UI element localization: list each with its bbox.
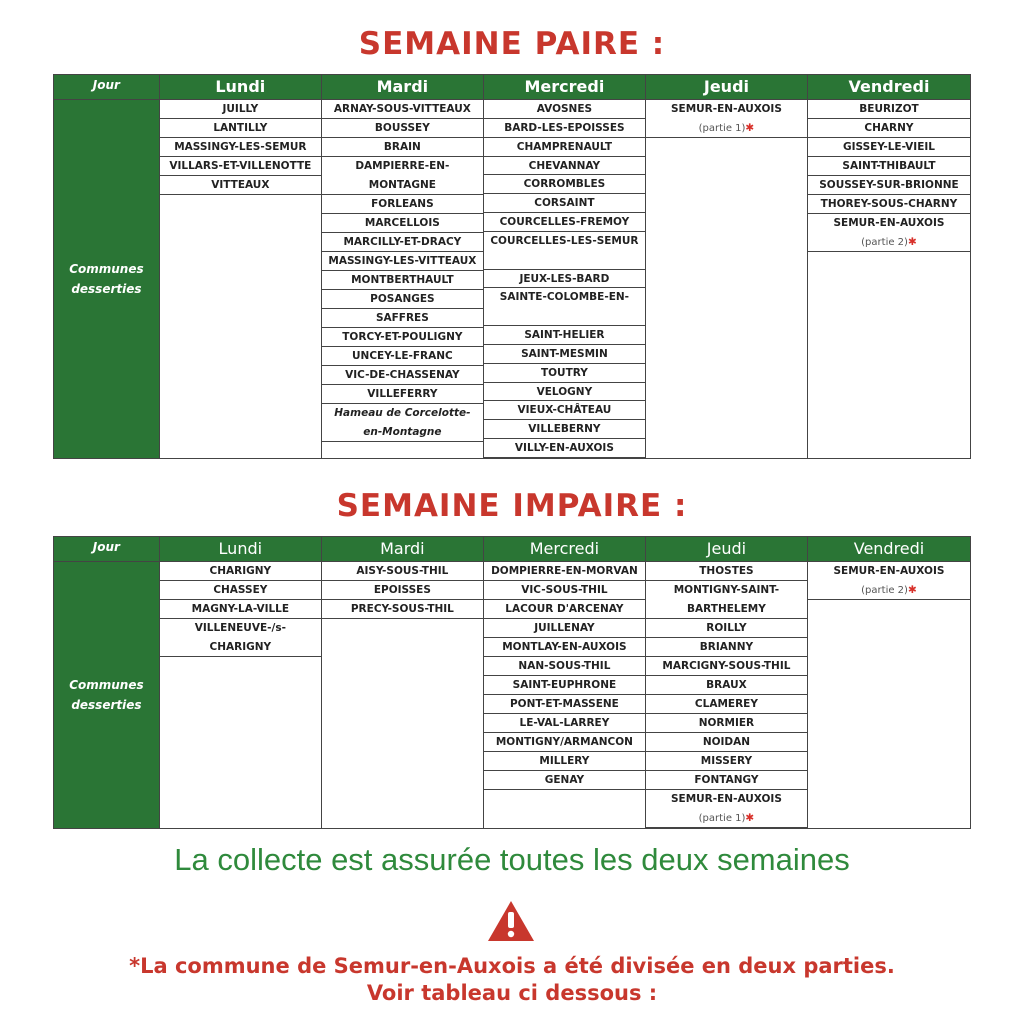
column-lundi [160, 562, 322, 828]
commune-cell [484, 733, 645, 752]
warning-text-line2: Voir tableau ci dessous : [366, 981, 658, 1005]
commune-cell [808, 562, 970, 600]
commune-name: MISSERY [700, 755, 753, 767]
table-header [54, 75, 970, 99]
commune-name: VIC-DE-CHASSENAY [345, 369, 460, 381]
commune-name: CORROMBLES [523, 178, 606, 191]
commune-name: SEMUR-EN-AUXOIS [833, 565, 945, 577]
commune-name: NORMIER [698, 717, 755, 729]
column-jeudi [646, 562, 808, 828]
commune-cell [646, 714, 807, 733]
asterisk-icon: ✱ [907, 236, 917, 248]
commune-cell [322, 404, 483, 442]
commune-name: VILLENEUVE-/s- [194, 622, 286, 634]
commune-name: SOUSSEY-SUR-BRIONNE [819, 179, 959, 191]
commune-cell [160, 119, 321, 138]
commune-name: TOUTRY [540, 366, 588, 379]
commune-name: BOUSSEY [374, 122, 430, 134]
commune-name: VIC-SOUS-THIL [521, 584, 608, 596]
header-jour: Jour [54, 75, 160, 99]
commune-cell [160, 600, 321, 619]
commune-cell [160, 176, 321, 195]
header-lundi: Lundi [160, 75, 322, 99]
commune-cell [646, 581, 807, 619]
column-mercredi [484, 562, 646, 828]
commune-name: MARCIGNY-SOUS-THIL [662, 660, 791, 672]
commune-name: LANTILLY [213, 122, 268, 134]
column-jeudi [646, 100, 808, 458]
partie-text: (partie 2) [861, 237, 908, 248]
commune-cell [160, 100, 321, 119]
commune-name: VIEUX-CHÂTEAU [517, 404, 612, 417]
commune-name: MAGNY-LA-VILLE [191, 603, 290, 615]
asterisk-icon: ✱ [907, 584, 917, 596]
column-mardi [322, 100, 484, 458]
commune-name: JUILLENAY [534, 622, 595, 634]
commune-cell [322, 562, 483, 581]
commune-cell [484, 420, 645, 439]
commune-name: POSANGES [370, 293, 435, 305]
header-mercredi: Mercredi [484, 537, 646, 561]
commune-cell [484, 638, 645, 657]
partie-label [808, 233, 970, 252]
commune-name: VELOGNY [536, 385, 593, 398]
commune-cell [484, 364, 645, 383]
commune-name: SAINT-MESMIN [521, 347, 608, 360]
commune-cell [646, 638, 807, 657]
commune-cell [484, 138, 645, 157]
title-semaine-impaire: SEMAINE IMPAIRE : [336, 488, 688, 524]
header-jour: Jour [54, 537, 160, 561]
commune-cell [808, 195, 970, 214]
commune-cell [646, 733, 807, 752]
commune-cell [646, 100, 807, 138]
commune-name: VILLY-EN-AUXOIS [514, 442, 614, 455]
commune-cell [322, 100, 483, 119]
commune-cell [484, 439, 645, 458]
commune-name: BRAUX [706, 679, 747, 691]
commune-cell [322, 233, 483, 252]
commune-name: CHARIGNY [209, 565, 272, 577]
commune-name: UNCEY-LE-FRANC [352, 350, 453, 362]
commune-name: THOREY-SOUS-CHARNY [820, 198, 958, 210]
commune-cell [322, 347, 483, 366]
commune-name: CORSAINT [534, 197, 595, 210]
commune-cell [484, 695, 645, 714]
commune-cell [322, 366, 483, 385]
commune-cell [646, 752, 807, 771]
commune-name: NAN-SOUS-THIL [518, 660, 611, 672]
header-vendredi: Vendredi [848, 77, 930, 96]
commune-cell [160, 581, 321, 600]
commune-name: BARD-LES-EPOISSES [504, 121, 625, 134]
table-header [54, 537, 970, 561]
commune-name: CHARNY [864, 122, 914, 134]
commune-name: FORLEANS [371, 198, 434, 210]
commune-name: MASSINGY-LES-VITTEAUX [328, 255, 477, 267]
commune-cell [484, 270, 645, 289]
commune-name: MONTBERTHAULT [351, 274, 454, 286]
commune-cell [322, 328, 483, 347]
commune-name: SAINT-EUPHRONE [512, 679, 617, 691]
commune-name: TORCY-ET-POULIGNY [342, 331, 463, 343]
commune-cell [322, 309, 483, 328]
commune-cell [484, 676, 645, 695]
commune-cell [322, 157, 483, 195]
partie-text: (partie 1) [698, 813, 746, 824]
commune-cell [160, 562, 321, 581]
commune-name: MASSINGY-LES-SEMUR [174, 141, 307, 153]
commune-cell [160, 157, 321, 176]
schedule-table-paire [53, 74, 971, 459]
title-semaine-paire: SEMAINE PAIRE : [358, 26, 666, 62]
commune-name: ARNAY-SOUS-VITTEAUX [333, 103, 471, 115]
commune-cell [484, 401, 645, 420]
collection-note: La collecte est assurée toutes les deux semaines [174, 842, 850, 877]
commune-cell [322, 138, 483, 157]
commune-name: JUILLY [222, 103, 259, 115]
commune-cell [322, 214, 483, 233]
commune-cell [484, 752, 645, 771]
commune-name: Hameau de Corcelotte- [334, 407, 471, 419]
commune-name: CHAMPRENAULT [516, 140, 613, 153]
commune-name: GENAY [544, 774, 585, 786]
commune-name: ROILLY [706, 622, 747, 634]
commune-name: BEURIZOT [859, 103, 919, 115]
commune-cell [322, 600, 483, 619]
commune-name-cont: CHARIGNY [209, 641, 272, 653]
commune-cell [484, 326, 645, 345]
commune-cell [646, 676, 807, 695]
header-jeudi: Jeudi [646, 75, 808, 99]
commune-name: SEMUR-EN-AUXOIS [670, 793, 782, 805]
commune-cell [484, 562, 645, 581]
column-mardi [322, 562, 484, 828]
commune-cell [484, 619, 645, 638]
column-vendredi [808, 562, 970, 828]
commune-cell [322, 290, 483, 309]
commune-name: MARCILLY-ET-DRACY [343, 236, 462, 248]
commune-cell [484, 175, 645, 194]
commune-name: MARCELLOIS [364, 217, 440, 229]
commune-name: DOMPIERRE-EN-MORVAN [491, 565, 638, 577]
partie-text: (partie 1) [698, 123, 746, 134]
commune-cell [484, 288, 645, 326]
commune-cell [808, 138, 970, 157]
commune-name: GISSEY-LE-VIEIL [842, 141, 935, 153]
commune-name: BRIANNY [699, 641, 754, 653]
commune-name: PONT-ET-MASSENE [509, 698, 619, 710]
commune-cell [322, 252, 483, 271]
commune-cell [484, 100, 645, 119]
commune-cell [484, 232, 645, 270]
commune-cell [322, 119, 483, 138]
warning-triangle-icon [487, 900, 535, 942]
commune-name: VILLARS-ET-VILLENOTTE [169, 160, 312, 172]
commune-cell [160, 619, 321, 657]
commune-name: CHEVANNAY [528, 159, 601, 172]
commune-cell [484, 771, 645, 790]
partie-label [808, 581, 970, 600]
commune-name: SAINT-THIBAULT [842, 160, 936, 172]
commune-cell [646, 562, 807, 581]
commune-cell [160, 138, 321, 157]
commune-name: CLAMEREY [694, 698, 758, 710]
commune-name: CHASSEY [213, 584, 268, 596]
warning-text-line1: *La commune de Semur-en-Auxois a été divisée en deux parties. [129, 954, 895, 978]
commune-name: LACOUR D'ARCENAY [505, 603, 624, 615]
header-jeudi: Jeudi [646, 537, 808, 561]
commune-cell [484, 600, 645, 619]
asterisk-icon: ✱ [745, 122, 755, 134]
column-vendredi [808, 100, 970, 458]
commune-cell [484, 383, 645, 402]
commune-cell [808, 214, 970, 252]
partie-text: (partie 2) [861, 585, 908, 596]
commune-name: SAINTE-COLOMBE-EN- [499, 291, 630, 304]
commune-cell [484, 194, 645, 213]
commune-cell [484, 714, 645, 733]
commune-cell [484, 345, 645, 364]
commune-name: AVOSNES [536, 103, 593, 115]
commune-cell [646, 695, 807, 714]
header-lundi: Lundi [160, 537, 322, 561]
commune-cell [484, 213, 645, 232]
commune-name: FONTANGY [694, 774, 759, 786]
header-vendredi: Vendredi [853, 539, 925, 558]
commune-name: SAINT-HELIER [524, 329, 605, 342]
commune-name: MILLERY [539, 755, 590, 767]
asterisk-icon: ✱ [745, 812, 755, 824]
commune-cell [808, 100, 970, 119]
commune-cell [646, 657, 807, 676]
commune-name: SAFFRES [375, 312, 429, 324]
commune-cell [808, 119, 970, 138]
commune-name: PRECY-SOUS-THIL [350, 603, 454, 615]
commune-name: SEMUR-EN-AUXOIS [670, 103, 782, 115]
commune-name: MONTIGNY-SAINT- [673, 584, 780, 596]
commune-name: MONTLAY-EN-AUXOIS [502, 641, 627, 653]
header-mardi: Mardi [322, 537, 484, 561]
commune-name: DAMPIERRE-EN- [355, 160, 450, 172]
commune-name: VITTEAUX [211, 179, 270, 191]
commune-name: EPOISSES [373, 584, 431, 596]
commune-cell [484, 119, 645, 138]
commune-name: BRAIN [383, 141, 421, 153]
commune-cell [484, 581, 645, 600]
side-label-communes: Communes desserties [54, 562, 160, 828]
commune-name: LE-VAL-LARREY [519, 717, 610, 729]
commune-name: COURCELLES-LES-SEMUR [490, 234, 639, 247]
commune-cell [646, 619, 807, 638]
commune-cell [322, 581, 483, 600]
header-mercredi: Mercredi [484, 75, 646, 99]
commune-cell [484, 157, 645, 176]
side-label-communes: Communes desserties [54, 100, 160, 458]
commune-cell [808, 176, 970, 195]
commune-name: NOIDAN [702, 736, 751, 748]
schedule-table-impaire [53, 536, 971, 829]
commune-name: SEMUR-EN-AUXOIS [833, 217, 945, 229]
commune-name: COURCELLES-FREMOY [499, 216, 630, 229]
commune-name-cont: MONTAGNE [368, 179, 436, 191]
column-mercredi [484, 100, 646, 458]
column-lundi [160, 100, 322, 458]
partie-label [646, 119, 807, 138]
commune-cell [484, 657, 645, 676]
partie-label [646, 809, 807, 828]
commune-cell [646, 790, 807, 828]
commune-name-cont: BARTHELEMY [687, 603, 766, 615]
header-mardi: Mardi [322, 75, 484, 99]
commune-cell [322, 385, 483, 404]
commune-name-cont: en-Montagne [363, 426, 442, 438]
commune-cell [808, 157, 970, 176]
commune-name: VILLEFERRY [367, 388, 438, 400]
commune-cell [646, 771, 807, 790]
commune-name: AISY-SOUS-THIL [356, 565, 449, 577]
commune-name: THOSTES [699, 565, 754, 577]
commune-cell [322, 195, 483, 214]
commune-cell [322, 271, 483, 290]
commune-name: VILLEBERNY [528, 423, 601, 436]
commune-name: JEUX-LES-BARD [519, 272, 610, 285]
commune-name: MONTIGNY/ARMANCON [495, 736, 633, 748]
